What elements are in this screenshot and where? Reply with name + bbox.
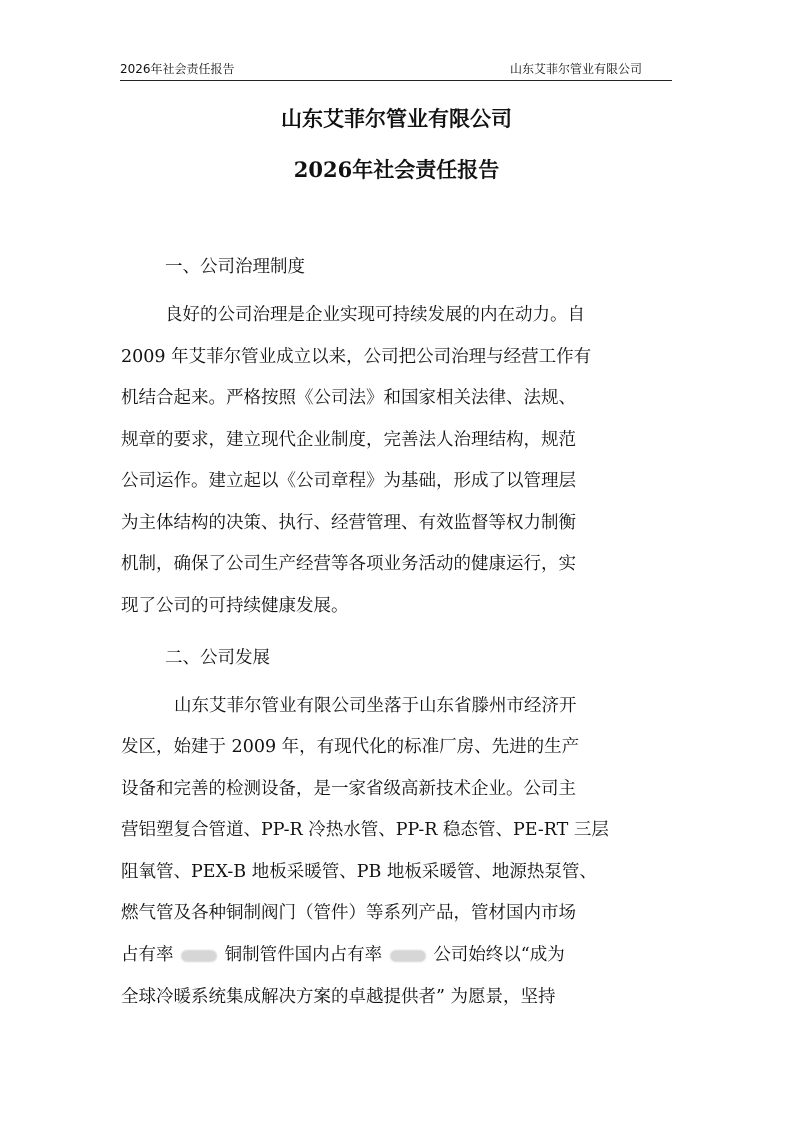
paragraph-line: 燃气管及各种铜制阀门（管件）等系列产品，管材国内市场 bbox=[121, 903, 576, 923]
paragraph-line: 发区，始建于 2009 年，有现代化的标准厂房、先进的生产 bbox=[121, 737, 580, 757]
paragraph-line-market-share bbox=[121, 944, 565, 966]
paragraph-line: 规章的要求，建立现代企业制度，完善法人治理结构，规范 bbox=[121, 430, 576, 450]
paragraph-line: 公司运作。建立起以《公司章程》为基础，形成了以管理层 bbox=[121, 471, 576, 491]
paragraph-line: 为主体结构的决策、执行、经营管理、有效监督等权力制衡 bbox=[121, 513, 576, 533]
paragraph-line: 现了公司的可持续健康发展。 bbox=[121, 596, 349, 616]
document-title-report: 2026年社会责任报告 bbox=[293, 157, 500, 182]
text-segment: 铜制管件国内占有率 bbox=[224, 945, 383, 965]
paragraph-line: 机结合起来。严格按照《公司法》和国家相关法律、法规、 bbox=[121, 388, 576, 408]
paragraph-line: 全球冷暖系统集成解决方案的卓越提供者” 为愿景，坚持 bbox=[121, 987, 556, 1007]
paragraph-line: 机制，确保了公司生产经营等各项业务活动的健康运行，实 bbox=[121, 554, 576, 574]
paragraph-line: 营铝塑复合管道、PP-R 冷热水管、PP-R 稳态管、PE-RT 三层 bbox=[121, 820, 609, 840]
paragraph-line: 良好的公司治理是企业实现可持续发展的内在动力。自 bbox=[165, 305, 585, 325]
section-heading-development: 二、公司发展 bbox=[165, 648, 270, 668]
running-header bbox=[120, 58, 672, 80]
text-segment: 公司始终以“成为 bbox=[433, 945, 565, 965]
paragraph-line: 山东艾菲尔管业有限公司坐落于山东省滕州市经济开 bbox=[174, 696, 577, 716]
paragraph-line: 2009 年艾菲尔管业成立以来，公司把公司治理与经营工作有 bbox=[121, 347, 592, 367]
redacted-value bbox=[181, 950, 217, 962]
paragraph-line: 设备和完善的检测设备，是一家省级高新技术企业。公司主 bbox=[121, 779, 576, 799]
header-divider bbox=[120, 80, 672, 81]
paragraph-line: 阻氧管、PEX-B 地板采暖管、PB 地板采暖管、地源热泵管、 bbox=[121, 862, 597, 882]
section-heading-governance: 一、公司治理制度 bbox=[165, 257, 305, 277]
redacted-value bbox=[390, 950, 426, 962]
document-title-company: 山东艾菲尔管业有限公司 bbox=[281, 106, 512, 131]
header-company-name: 山东艾菲尔管业有限公司 bbox=[509, 62, 642, 76]
header-report-title: 2026年社会责任报告 bbox=[120, 62, 235, 76]
text-segment: 占有率 bbox=[121, 945, 174, 965]
